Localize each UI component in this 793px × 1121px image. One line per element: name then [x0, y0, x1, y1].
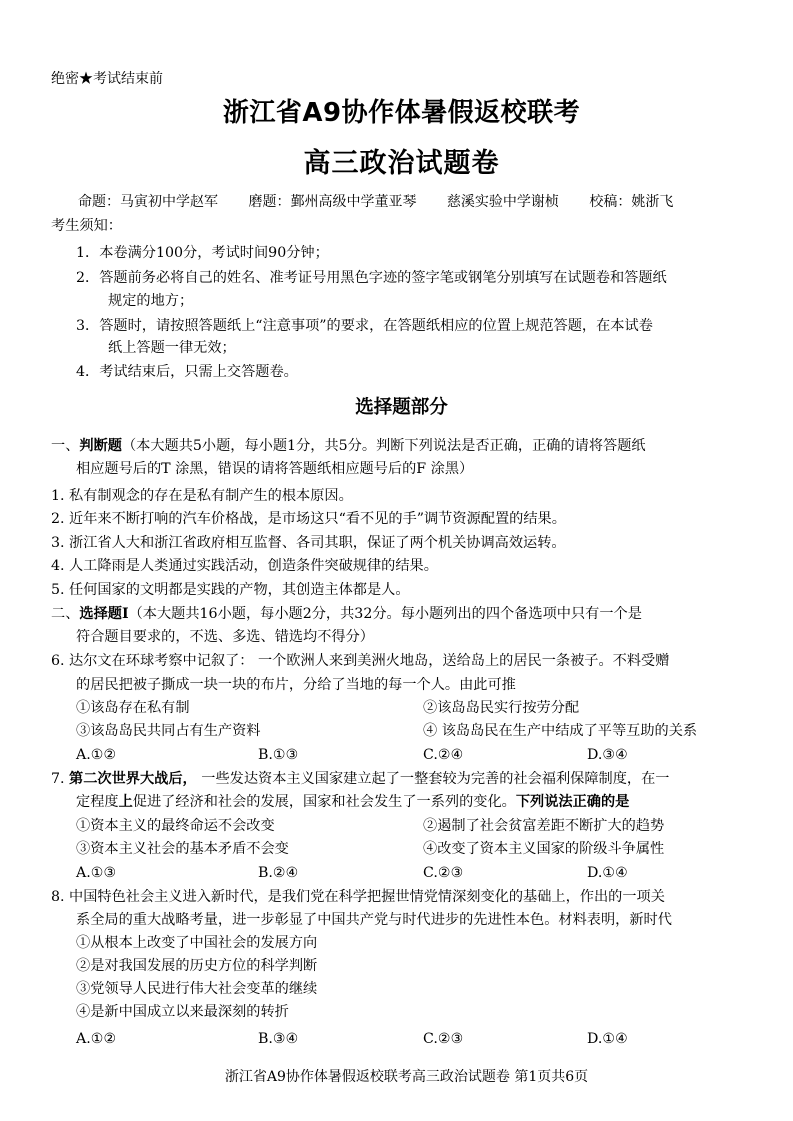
notice-item: 4．考试结束后，只需上交答题卷。: [76, 364, 298, 380]
q7-answer-a: A.①③: [76, 865, 117, 881]
judgement-question: 2. 近年来不断打响的汽车价格战，是市场这只“看不见的手”调节资源配置的结果。: [51, 511, 566, 527]
q8-option: ②是对我国发展的历史方位的科学判断: [76, 958, 318, 974]
notice-item: 2．答题前务必将自己的姓名、准考证号用黑色字迹的签字笔或钢笔分别填写在试题卷和答题纸: [76, 270, 667, 286]
q6-option: ③该岛岛民共同占有生产资料: [76, 723, 261, 739]
q8-answer-c: C.②③: [423, 1031, 464, 1047]
q7-stem-cont: [76, 793, 629, 811]
q8-option: ④是新中国成立以来最深刻的转折: [76, 1004, 289, 1020]
exam-subtitle: 高三政治试题卷: [303, 148, 500, 179]
q6-option: ④ 该岛岛民在生产中结成了平等互助的关系: [423, 723, 698, 739]
part2-bold: 选择题Ⅰ: [79, 606, 129, 622]
q7-number: 7.: [51, 771, 70, 787]
q8-answer-d: D.①④: [587, 1031, 628, 1047]
notice-item-cont: 规定的地方；: [108, 293, 194, 309]
q7-text: 一些发达资本主义国家建立起了一整套较为完善的社会福利保障制度，在一: [196, 771, 670, 787]
part1-prefix: 一、: [51, 438, 80, 454]
q7-option: ③资本主义社会的基本矛盾不会变: [76, 841, 289, 857]
q7-answer-d: D.①④: [587, 865, 628, 881]
part2-desc: （本大题共16小题，每小题2分，共32分。每小题列出的四个备选项中只有一个是: [128, 606, 642, 622]
q8-answer-a: A.①②: [76, 1031, 117, 1047]
judgement-question: 3. 浙江省人大和浙江省政府相互监督、各司其职，保证了两个机关协调高效运转。: [51, 535, 566, 551]
q6-stem: 6. 达尔文在环球考察中记叙了： 一个欧洲人来到美洲火地岛，送给岛上的居民一条被子。不料受赠: [51, 653, 670, 669]
q8-option: ①从根本上改变了中国社会的发展方向: [76, 935, 318, 951]
notice-item: 3．答题时，请按照答题纸上“注意事项”的要求，在答题纸相应的位置上规范答题，在本试卷: [76, 318, 653, 334]
part1-bold: 判断题: [79, 438, 122, 454]
confidential-label: 绝密★考试结束前: [51, 71, 163, 87]
part1-heading: [51, 437, 646, 455]
section-title: 选择题部分: [355, 397, 448, 418]
judgement-question: 4. 人工降雨是人类通过实践活动，创造条件突破规律的结果。: [51, 558, 438, 574]
q6-stem-cont: 的居民把被子撕成一块一块的布片，分给了当地的每一个人。由此可推: [76, 677, 516, 693]
notice-item: 1．本卷满分100分，考试时间90分钟；: [76, 245, 329, 261]
q6-answer-a: A.①②: [76, 747, 117, 763]
page-footer: 浙江省A9协作体暑假返校联考高三政治试题卷 第1页共6页: [224, 1069, 589, 1085]
q7-bold: 第二次世界大战后，: [69, 771, 197, 787]
q7-text: 定程度: [76, 794, 119, 810]
q7-stem: [51, 770, 669, 788]
notice-heading: 考生须知：: [51, 218, 122, 234]
q8-option: ③党领导人民进行伟大社会变革的继续: [76, 981, 318, 997]
q6-option: ②该岛岛民实行按劳分配: [423, 700, 580, 716]
q6-answer-b: B.①③: [258, 747, 299, 763]
part2-desc-cont: 符合题目要求的，不选、多选、错选均不得分）: [76, 629, 374, 645]
judgement-question: 1. 私有制观念的存在是私有制产生的根本原因。: [51, 488, 353, 504]
q8-answer-b: B.③④: [258, 1031, 299, 1047]
part1-desc-cont: 相应题号后的T 涂黑，错误的请将答题纸相应题号后的F 涂黑）: [76, 461, 474, 477]
judgement-question: 5. 任何国家的文明都是实践的产物，其创造主体都是人。: [51, 582, 410, 598]
exam-title: 浙江省A9协作体暑假返校联考: [222, 98, 581, 128]
q7-bold: 上: [118, 794, 133, 810]
q8-stem: 8. 中国特色社会主义进入新时代，是我们党在科学把握世情党情深刻变化的基础上，作出的一项关: [51, 889, 665, 905]
q8-stem-cont: 系全局的重大战略考量，进一步彰显了中国共产党与时代进步的先进性本色。材料表明，新时代: [76, 912, 672, 928]
q7-bold: 下列说法正确的是: [515, 794, 630, 810]
credit-author: 命题：马寅初中学赵军: [78, 194, 218, 210]
credit-reviewer: 磨题：鄞州高级中学董亚琴: [248, 194, 417, 210]
part2-heading: [51, 605, 642, 623]
credits-line: [78, 193, 699, 211]
part1-desc: （本大题共5小题，每小题1分，共5分。判断下列说法是否正确，正确的请将答题纸: [121, 438, 646, 454]
q6-option: ①该岛存在私有制: [76, 700, 190, 716]
q6-answer-d: D.③④: [587, 747, 628, 763]
q7-option: ②遏制了社会贫富差距不断扩大的趋势: [423, 818, 665, 834]
credit-proofreader: 校稿：姚浙飞: [589, 194, 674, 210]
q7-option: ④改变了资本主义国家的阶级斗争属性: [423, 841, 665, 857]
q7-answer-b: B.②④: [258, 865, 299, 881]
q7-text: 促进了经济和社会的发展，国家和社会发生了一系列的变化。: [132, 794, 516, 810]
q7-option: ①资本主义的最终命运不会改变: [76, 818, 275, 834]
credit-reviewer-2: 慈溪实验中学谢桢: [446, 194, 559, 210]
q6-answer-c: C.②④: [423, 747, 464, 763]
notice-item-cont: 纸上答题一律无效；: [108, 340, 236, 356]
part2-prefix: 二、: [51, 606, 80, 622]
q7-answer-c: C.②③: [423, 865, 464, 881]
